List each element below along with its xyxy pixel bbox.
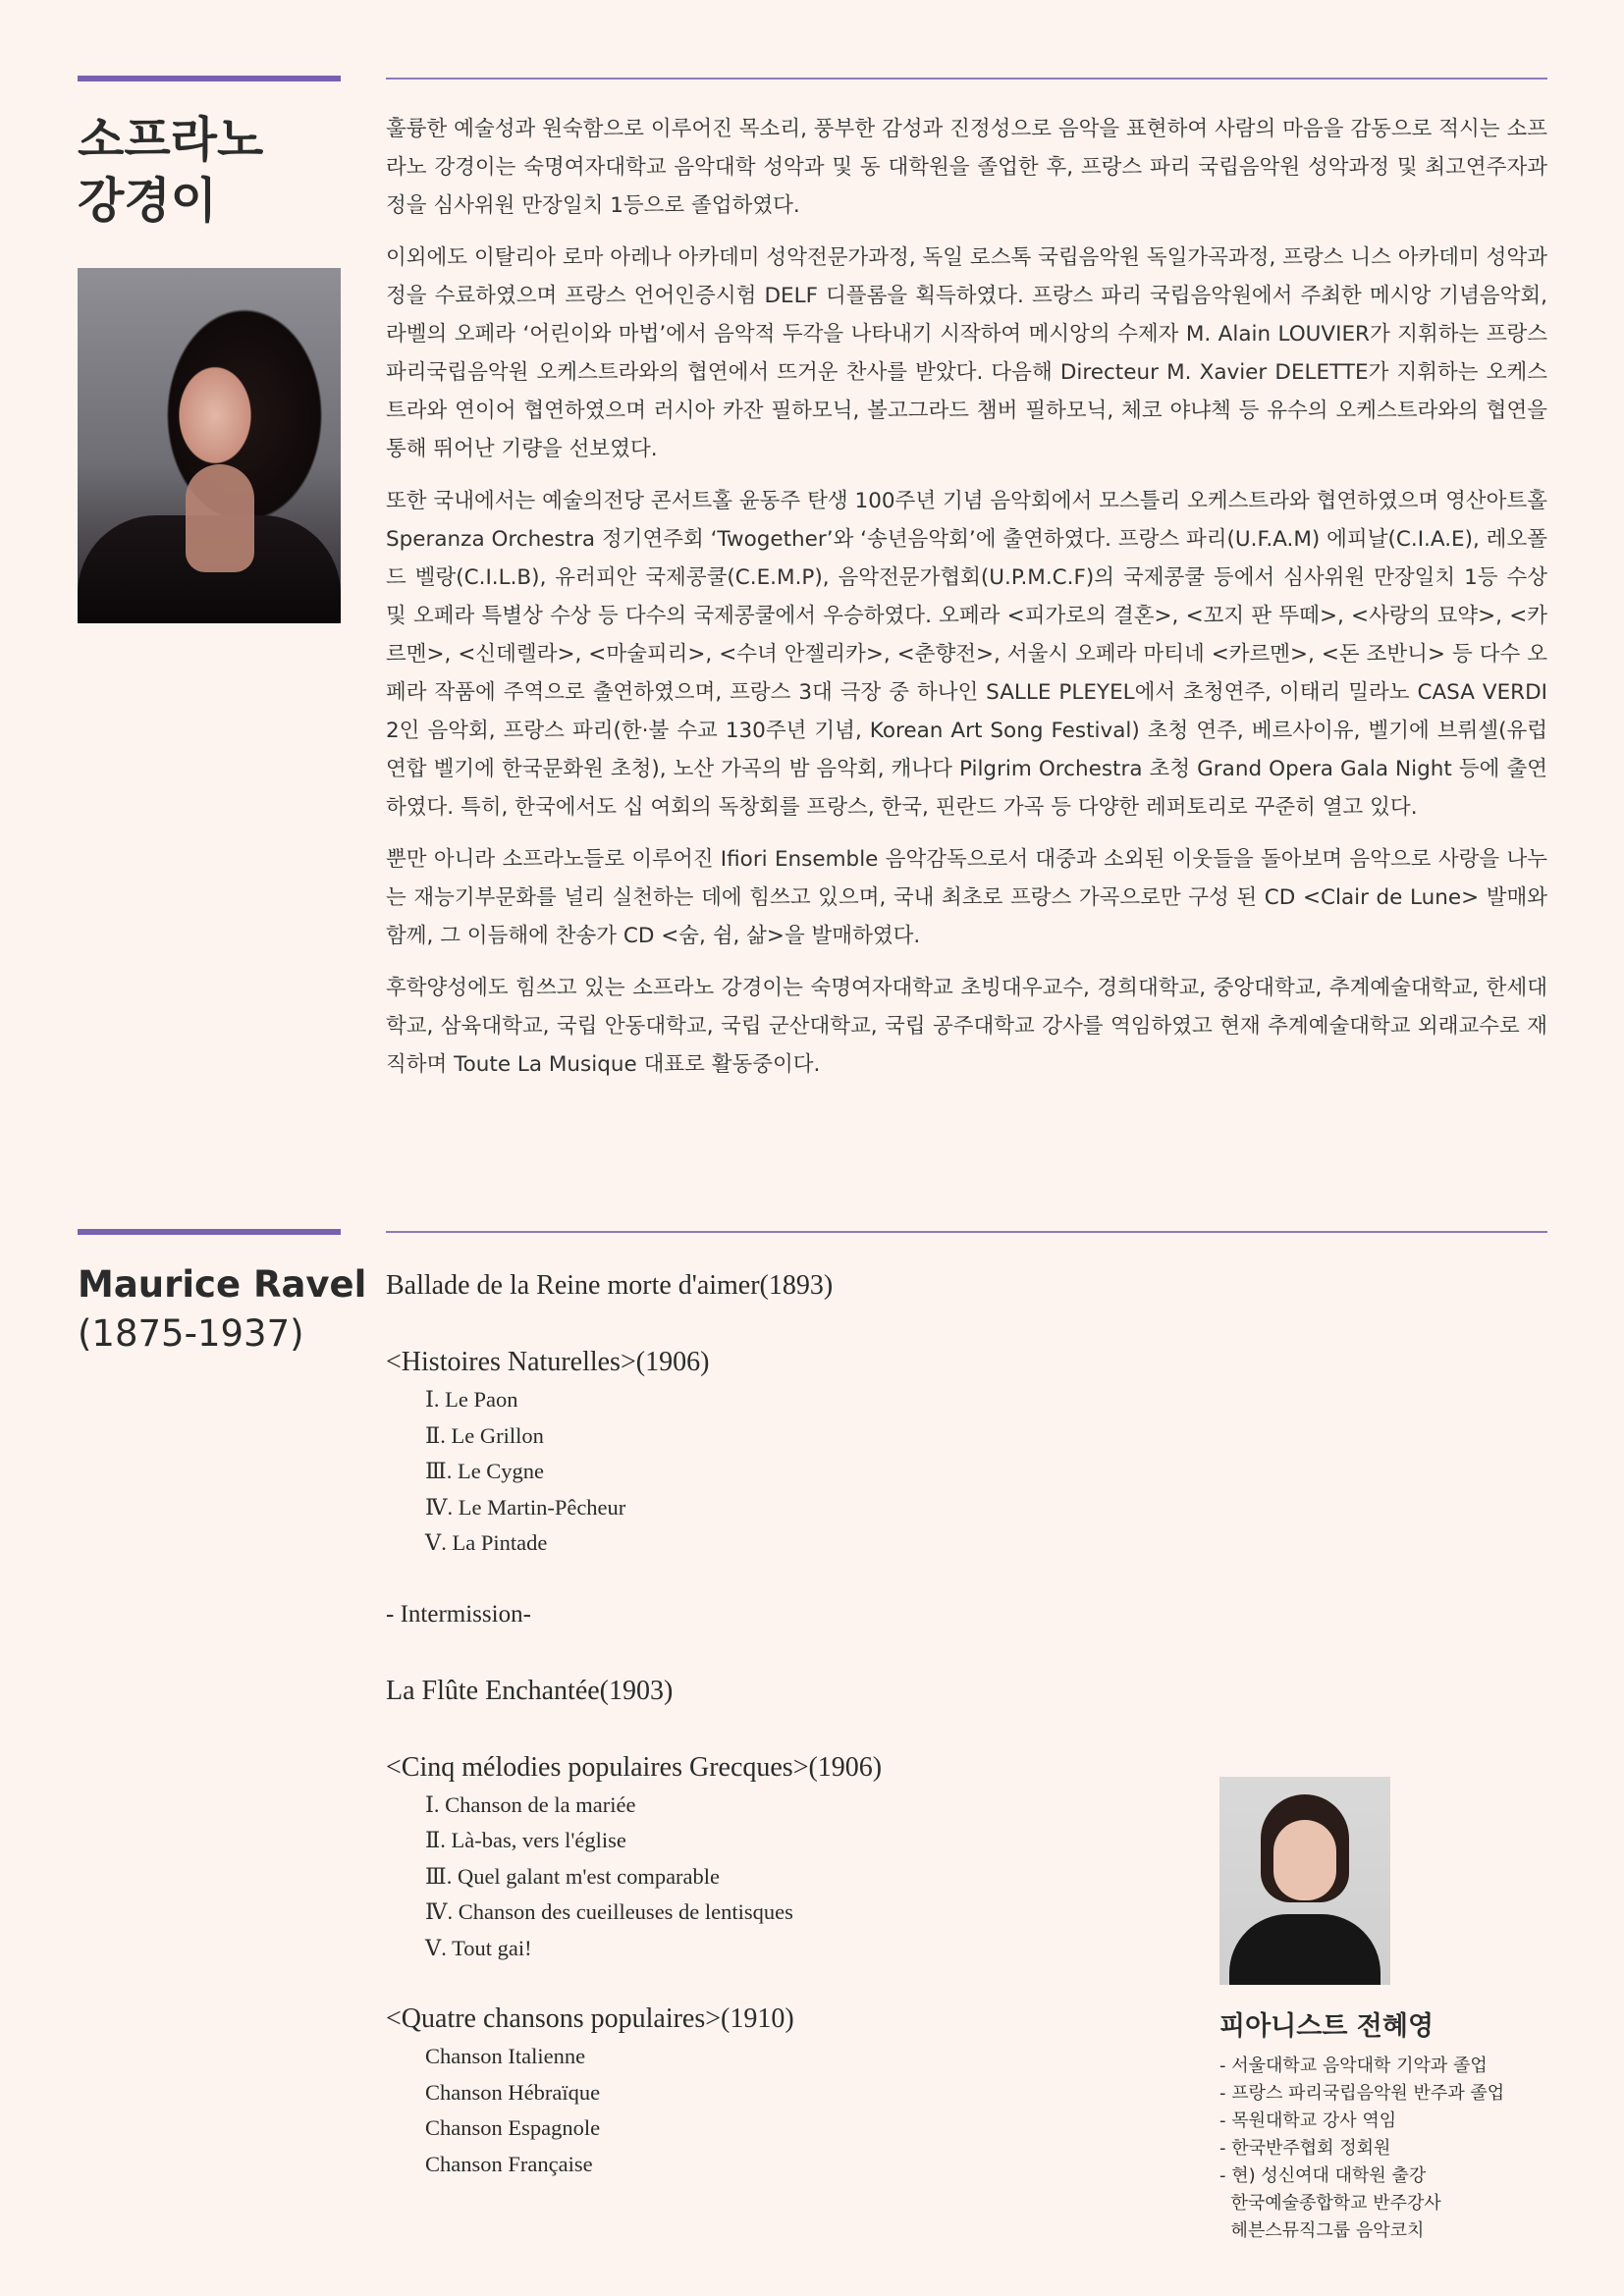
soprano-biography bbox=[386, 110, 1547, 1097]
career-item: - 한국반주협회 정회원 bbox=[1219, 2138, 1391, 2159]
composer-years: (1875-1937) bbox=[78, 1312, 304, 1355]
program-movement: Ⅱ. Le Grillon bbox=[425, 1422, 544, 1448]
pianist-name: 피아니스트 전혜영 bbox=[1219, 2011, 1435, 2042]
section-rule-left-top bbox=[78, 76, 341, 81]
program-movement: Chanson Espagnole bbox=[425, 2115, 601, 2140]
program-work: Ballade de la Reine morte d'aimer(1893) bbox=[386, 1270, 834, 1301]
program-movement: Ⅲ. Quel galant m'est comparable bbox=[425, 1863, 721, 1889]
soprano-title-line2: 강경이 bbox=[78, 173, 218, 229]
section-rule-right-top bbox=[386, 78, 1547, 80]
program-movement: Ⅴ. La Pintade bbox=[425, 1530, 548, 1555]
bio-paragraph: 훌륭한 예술성과 원숙함으로 이루어진 목소리, 풍부한 감성과 진정성으로 음악을 표현하여 사람의 마음을 감동으로 적시는 소프라노 강경이는 숙명여자대학교 음악대학 성악과 및 동 대학원을 졸업한 후, 프랑스 파리 국립음악원 성악과정 및 최고연주자과정을 심사위원 만장일치 1등으로 졸업하였다. bbox=[386, 117, 1547, 218]
pianist-photo-body bbox=[1229, 1914, 1380, 1985]
career-item: - 목원대학교 강사 역임 bbox=[1219, 2110, 1397, 2131]
program-work: La Flûte Enchantée(1903) bbox=[386, 1675, 674, 1706]
program-movement: Ⅳ. Chanson des cueilleuses de lentisques bbox=[425, 1899, 793, 1924]
program-movement: Chanson Italienne bbox=[425, 2044, 586, 2068]
career-item: - 서울대학교 음악대학 기악과 졸업 bbox=[1219, 2056, 1488, 2076]
soprano-photo bbox=[78, 268, 341, 623]
composer-name: Maurice Ravel bbox=[78, 1263, 367, 1306]
soprano-title-line1: 소프라노 bbox=[78, 112, 264, 168]
program-movement: Ⅴ. Tout gai! bbox=[425, 1935, 532, 1960]
career-item: - 현) 성신여대 대학원 출강 bbox=[1219, 2165, 1427, 2186]
career-item: - 프랑스 파리국립음악원 반주과 졸업 bbox=[1219, 2083, 1505, 2104]
program-intermission: - Intermission- bbox=[386, 1600, 531, 1628]
program-movement: Ⅰ. Chanson de la mariée bbox=[425, 1791, 636, 1817]
bio-paragraph: 뿐만 아니라 소프라노들로 이루어진 Ifiori Ensemble 음악감독으로서 대중과 소외된 이웃들을 돌아보며 음악으로 사랑을 나누는 재능기부문화를 널리 실천하는 데에 힘쓰고 있으며, 국내 최초로 프랑스 가곡으로만 구성 된 CD <Clair de Lune> 발매와 함께, 그 이듬해에 찬송가 CD <숨, 쉼, 삶>을 발매하였다. bbox=[386, 847, 1547, 948]
program-movement: Chanson Hébraïque bbox=[425, 2079, 601, 2105]
pianist-photo bbox=[1219, 1777, 1390, 1985]
program-work: <Cinq mélodies populaires Grecques>(1906) bbox=[386, 1751, 883, 1783]
pianist-career-list bbox=[1219, 2053, 1593, 2245]
pianist-photo-face bbox=[1273, 1820, 1336, 1900]
bio-paragraph: 후학양성에도 힘쓰고 있는 소프라노 강경이는 숙명여자대학교 초빙대우교수, 경희대학교, 중앙대학교, 추계예술대학교, 한세대학교, 삼육대학교, 국립 안동대학교, 국립 군산대학교, 국립 공주대학교 강사를 역임하였고 현재 추계예술대학교 외래교수로 재직하며 Toute La Musique 대표로 활동중이다. bbox=[386, 976, 1547, 1077]
section-rule-left-program bbox=[78, 1229, 341, 1235]
program-movement: Chanson Française bbox=[425, 2151, 593, 2176]
program-work: <Histoires Naturelles>(1906) bbox=[386, 1347, 710, 1377]
bio-paragraph: 이외에도 이탈리아 로마 아레나 아카데미 성악전문가과정, 독일 로스톡 국립음악원 독일가곡과정, 프랑스 니스 아카데미 성악과정을 수료하였으며 프랑스 언어인증시험 DELF 디플롬을 획득하였다. 프랑스 파리 국립음악원에서 주최한 메시앙 기념음악회, 라벨의 오페라 ‘어린이와 마법’에서 음악적 두각을 나타내기 시작하여 메시앙의 수제자 M. Alain LOUVIER가 지휘하는 프랑스 파리국립음악원 오케스트라와의 협연에서 뜨거운 찬사를 받았다. 다음해 Directeur M. Xavier DELETTE가 지휘하는 오케스트라와 연이어 협연하였으며 러시아 카잔 필하모닉, 볼고그라드 챔버 필하모닉, 체코 야냐첵 등 유수의 오케스트라와의 협연을 통해 뛰어난 기량을 선보였다. bbox=[386, 245, 1547, 461]
section-rule-right-program bbox=[386, 1231, 1547, 1233]
program-movement: Ⅱ. Là-bas, vers l'église bbox=[425, 1828, 626, 1852]
career-item: 헤븐스뮤직그룹 음악코치 bbox=[1219, 2220, 1425, 2241]
career-item: 한국예술종합학교 반주강사 bbox=[1219, 2193, 1441, 2214]
program-work: <Quatre chansons populaires>(1910) bbox=[386, 2003, 794, 2034]
composer-heading bbox=[78, 1260, 372, 1359]
program-list bbox=[386, 1266, 1191, 2182]
program-movement: Ⅲ. Le Cygne bbox=[425, 1459, 545, 1483]
bio-paragraph: 또한 국내에서는 예술의전당 콘서트홀 윤동주 탄생 100주년 기념 음악회에서 모스틀리 오케스트라와 협연하였으며 영산아트홀 Speranza Orchestra 정기연주회 ‘Twogether’와 ‘송년음악회’에 출연하였다. 프랑스 파리(U.F.A.M) 에피날(C.I.A.E), 레오폴드 벨랑(C.I.L.B), 유러피안 국제콩쿨(C.E.M.P), 음악전문가협회(U.P.M.C.F)의 국제콩쿨 등에서 심사위원 만장일치 1등 수상 및 오페라 특별상 수상 등 다수의 국제콩쿨에서 우승하였다. 오페라 <피가로의 결혼>, <꼬지 판 뚜떼>, <사랑의 묘약>, <카르멘>, <신데렐라>, <마술피리>, <수녀 안젤리카>, <춘향전>, 서울시 오페라 마티네 <카르멘>, <돈 조반니> 등 다수 오페라 작품에 주역으로 출연하였으며, 프랑스 3대 극장 중 하나인 SALLE PLEYEL에서 초청연주, 이태리 밀라노 CASA VERDI 2인 음악회, 프랑스 파리(한·불 수교 130주년 기념, Korean Art Song Festival) 초청 연주, 베르사이유, 벨기에 브뤼셀(유럽연합 벨기에 한국문화원 초청), 노산 가곡의 밤 음악회, 캐나다 Pilgrim Orchestra 초청 Grand Opera Gala Night 등에 출연하였다. 특히, 한국에서도 십 여회의 독창회를 프랑스, 한국, 핀란드 가곡 등 다양한 레퍼토리로 꾸준히 열고 있다. bbox=[386, 489, 1547, 820]
pianist-profile bbox=[1219, 2007, 1593, 2245]
program-movement: Ⅰ. Le Paon bbox=[425, 1387, 518, 1412]
soprano-photo-hands bbox=[186, 464, 254, 572]
soprano-title bbox=[78, 110, 352, 232]
program-movement: Ⅳ. Le Martin-Pêcheur bbox=[425, 1494, 626, 1520]
